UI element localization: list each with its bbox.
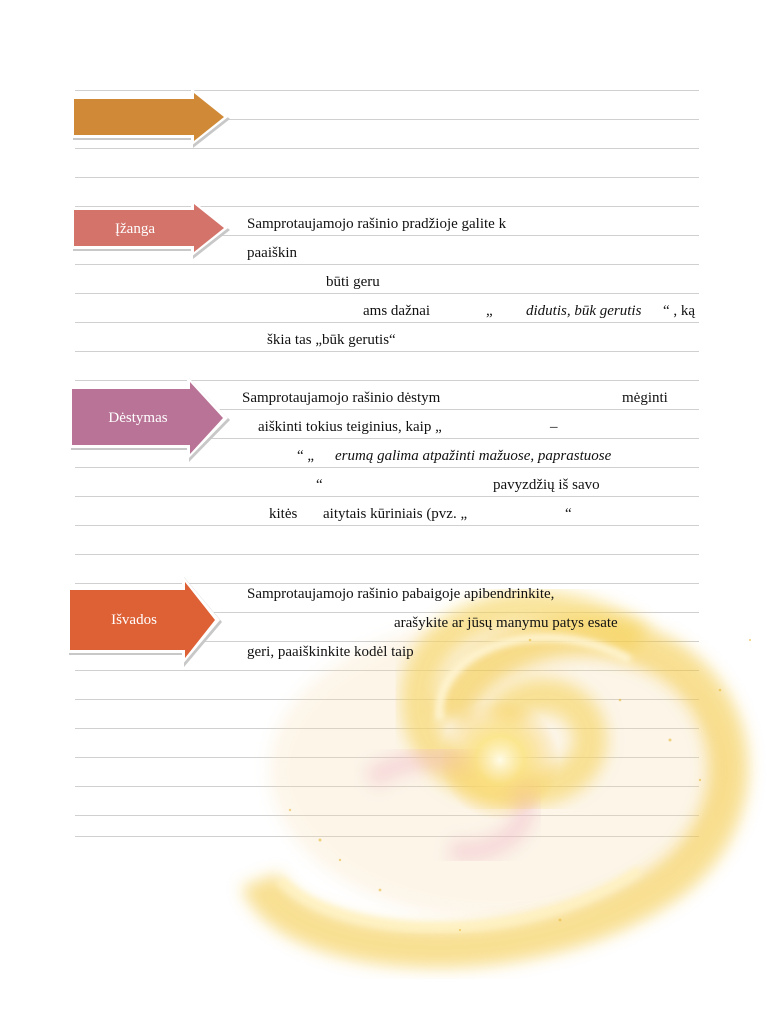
rule-line [75,177,699,178]
izanga-line-4d: “ , ką [663,303,696,319]
destymas-label: Dėstymas [108,409,168,426]
isvados-arrow-banner [66,573,226,671]
izanga-line-5: škia tas „būk gerutis“ [267,332,396,348]
rule-line [75,322,699,323]
izanga-line-1: Samprotaujamojo rašinio pradžioje galite k [247,216,507,232]
destymas-line-1a: Samprotaujamojo rašinio dėstym [242,390,441,406]
isvados-label: Išvados [111,611,157,628]
rule-line [75,293,699,294]
rule-line [75,554,699,555]
izanga-line-2: paaiškin [247,245,297,261]
izanga-line-4a: ams dažnai [363,303,431,319]
destymas-line-3a: “ „ [297,448,315,464]
rule-line [75,351,699,352]
isvados-line-1: Samprotaujamojo rašinio pabaigoje apibendrinkite, [247,586,555,602]
izanga-arrow-banner [70,197,235,261]
isvados-line-2: arašykite ar jūsų manymu patys esate [394,615,618,631]
izanga-line-4c: didutis, būk gerutis [526,303,642,319]
top-arrow-shape [74,93,224,141]
destymas-line-4b: pavyzdžių iš savo [493,477,600,493]
rule-line [75,496,699,497]
izanga-label: Įžanga [115,220,155,237]
rule-line [75,525,699,526]
izanga-line-4b: „ [486,303,493,319]
destymas-line-5a: kitės [269,506,298,522]
destymas-line-3b: erumą galima atpažinti mažuose, paprastuose [335,448,612,464]
isvados-line-3: geri, paaiškinkite kodėl taip [247,644,414,660]
galaxy-swirl-image [200,580,768,980]
destymas-line-5b: aitytais kūriniais (pvz. „ [323,506,468,522]
izanga-line-3: būti geru [326,274,380,290]
top-arrow-banner [70,86,235,150]
destymas-line-1b: mėginti [622,390,668,406]
rule-line [75,264,699,265]
destymas-line-2a: aiškinti tokius teiginius, kaip „ [258,419,442,435]
destymas-arrow-banner [68,374,235,466]
destymas-line-5c: “ [565,506,572,522]
rule-line [75,467,699,468]
destymas-line-4a: “ [316,477,323,493]
destymas-line-2b: – [550,419,558,435]
